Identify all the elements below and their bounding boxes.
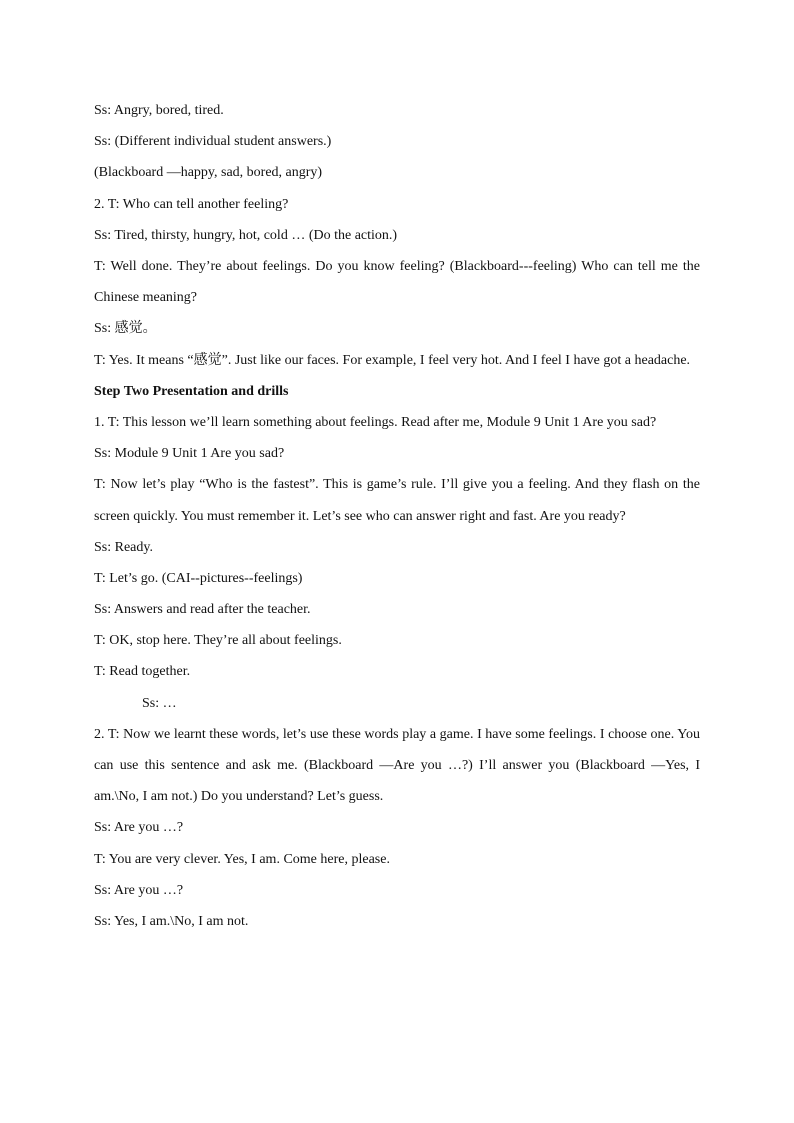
lesson-transcript	[94, 95, 700, 937]
dialogue-paragraph: T: Yes. It means “感觉”. Just like our faces. For example, I feel very hot. And I feel I have got a headache.	[94, 352, 691, 368]
dialogue-paragraph: 2. T: Now we learnt these words, let’s use these words play a game. I have some feelings. I choose one. You can use this sentence and ask me. (Blackboard —Are you …?) I’ll answer you (Blackboard —Yes, I am.\No, I am not.) Do you understand? Let’s guess.	[94, 726, 700, 805]
dialogue-line: T: You are very clever. Yes, I am. Come here, please.	[94, 851, 390, 867]
dialogue-line: T: OK, stop here. They’re all about feelings.	[94, 633, 342, 649]
section-heading: Step Two Presentation and drills	[94, 383, 289, 399]
dialogue-line: Ss: Yes, I am.\No, I am not.	[94, 914, 249, 930]
dialogue-line: Ss: Answers and read after the teacher.	[94, 602, 311, 618]
dialogue-line: Ss: Are you …?	[94, 820, 184, 836]
dialogue-line: Ss: (Different individual student answers.)	[94, 134, 332, 150]
dialogue-paragraph: T: Well done. They’re about feelings. Do you know feeling? (Blackboard---feeling) Who can tell me the Chinese meaning?	[94, 258, 700, 306]
dialogue-paragraph: T: Now let’s play “Who is the fastest”. This is game’s rule. I’ll give you a feeling. And they flash on the screen quickly. You must remember it. Let’s see who can answer right and fast. Are you ready?	[94, 477, 700, 524]
blackboard-note: (Blackboard —happy, sad, bored, angry)	[94, 165, 323, 181]
dialogue-line: Ss: 感觉。	[94, 321, 157, 337]
dialogue-line: Ss: Angry, bored, tired.	[94, 103, 224, 118]
dialogue-line: Ss: Module 9 Unit 1 Are you sad?	[94, 446, 285, 462]
dialogue-line: T: Let’s go. (CAI--pictures--feelings)	[94, 570, 303, 586]
dialogue-line: Ss: Tired, thirsty, hungry, hot, cold … (Do the action.)	[94, 227, 398, 243]
dialogue-line: T: Read together.	[94, 664, 191, 680]
dialogue-line: 2. T: Who can tell another feeling?	[94, 196, 289, 212]
dialogue-line: Ss: Are you …?	[94, 882, 184, 898]
dialogue-line: Ss: Ready.	[94, 539, 153, 555]
dialogue-paragraph: 1. T: This lesson we’ll learn something about feelings. Read after me, Module 9 Unit 1 Are you sad?	[94, 414, 657, 430]
dialogue-line: Ss: …	[142, 695, 177, 711]
